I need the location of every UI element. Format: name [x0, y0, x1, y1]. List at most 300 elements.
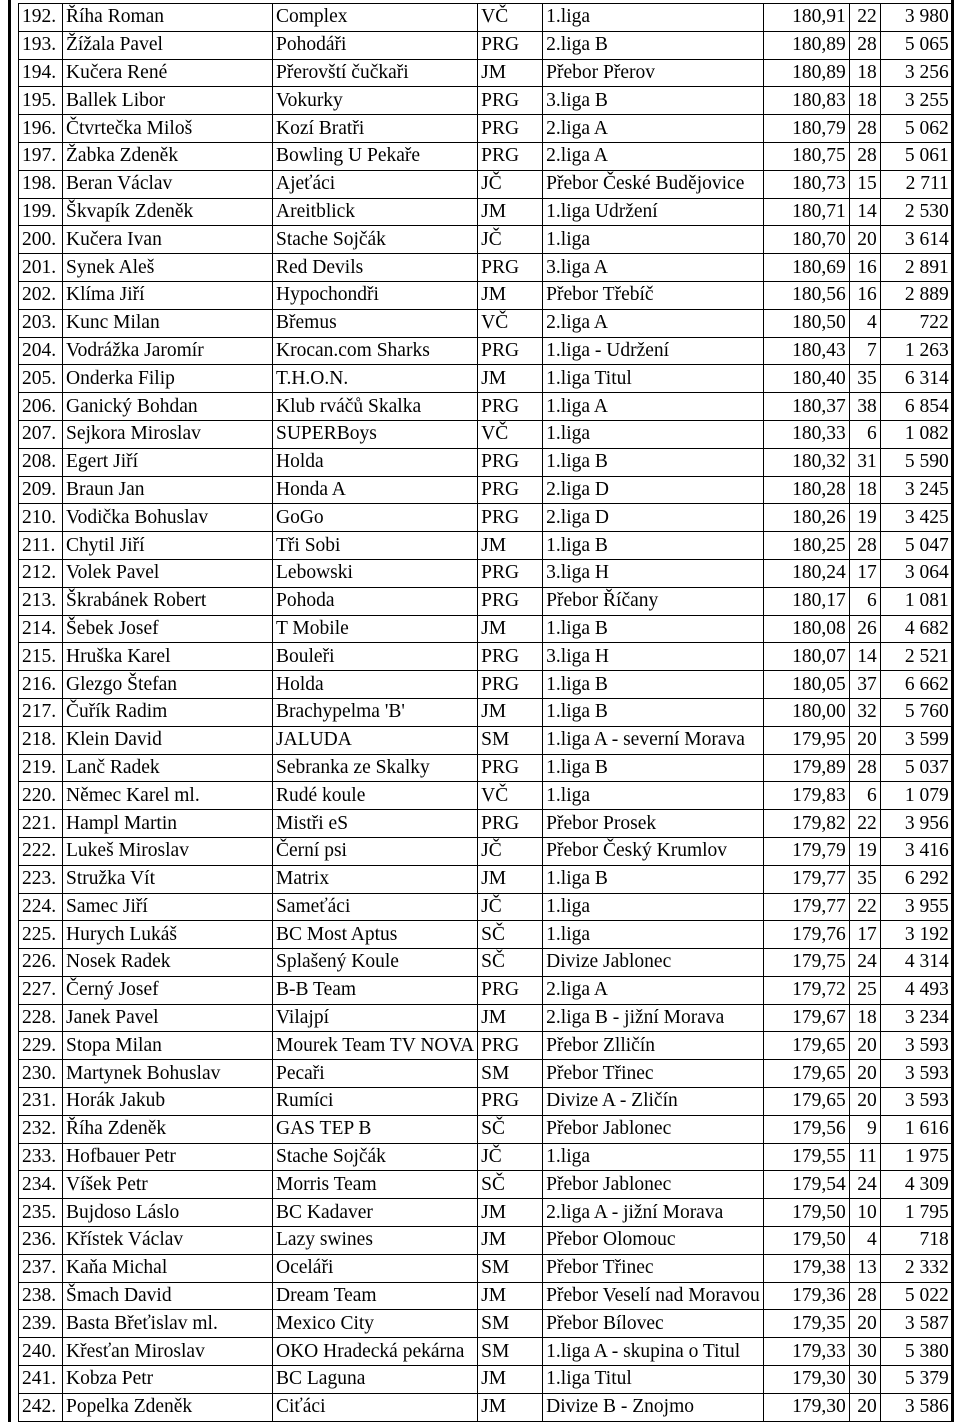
league-cell: Přebor Zlličín: [543, 1032, 764, 1060]
average-cell: 179,38: [763, 1254, 849, 1282]
table-row: [19, 476, 953, 504]
average-cell: 179,82: [763, 810, 849, 838]
rank-cell: 205.: [19, 365, 63, 393]
player-name-cell: Víšek Petr: [63, 1171, 273, 1199]
league-cell: 1.liga Titul: [543, 365, 764, 393]
league-cell: Přebor Třebíč: [543, 281, 764, 309]
games-cell: 7: [849, 337, 880, 365]
rank-cell: 240.: [19, 1338, 63, 1366]
rank-cell: 216.: [19, 671, 63, 699]
average-cell: 179,35: [763, 1310, 849, 1338]
player-name-cell: Kaňa Michal: [63, 1254, 273, 1282]
table-row: [19, 281, 953, 309]
team-cell: T Mobile: [273, 615, 478, 643]
rank-cell: 236.: [19, 1227, 63, 1255]
average-cell: 179,83: [763, 782, 849, 810]
games-cell: 22: [849, 810, 880, 838]
table-row: [19, 1171, 953, 1199]
games-cell: 18: [849, 476, 880, 504]
player-name-cell: Glezgo Štefan: [63, 671, 273, 699]
region-cell: PRG: [478, 142, 543, 170]
table-row: [19, 4, 953, 32]
team-cell: Complex: [273, 4, 478, 32]
player-name-cell: Onderka Filip: [63, 365, 273, 393]
region-cell: JČ: [478, 226, 543, 254]
league-cell: 1.liga A - skupina o Titul: [543, 1338, 764, 1366]
team-cell: Holda: [273, 448, 478, 476]
total-pins-cell: 3 599: [880, 726, 952, 754]
player-name-cell: Kučera Ivan: [63, 226, 273, 254]
league-cell: 1.liga Titul: [543, 1366, 764, 1394]
total-pins-cell: 3 234: [880, 1004, 952, 1032]
region-cell: SM: [478, 726, 543, 754]
region-cell: JM: [478, 532, 543, 560]
total-pins-cell: 1 795: [880, 1199, 952, 1227]
total-pins-cell: 5 061: [880, 142, 952, 170]
games-cell: 4: [849, 1227, 880, 1255]
total-pins-cell: 2 521: [880, 643, 952, 671]
total-pins-cell: 4 493: [880, 976, 952, 1004]
average-cell: 180,69: [763, 254, 849, 282]
table-row: [19, 337, 953, 365]
table-row: [19, 782, 953, 810]
average-cell: 180,28: [763, 476, 849, 504]
player-name-cell: Kobza Petr: [63, 1366, 273, 1394]
player-name-cell: Beran Václav: [63, 170, 273, 198]
table-row: [19, 893, 953, 921]
total-pins-cell: 2 332: [880, 1254, 952, 1282]
table-row: [19, 254, 953, 282]
games-cell: 28: [849, 532, 880, 560]
games-cell: 6: [849, 782, 880, 810]
average-cell: 180,50: [763, 309, 849, 337]
team-cell: Krocan.com Sharks: [273, 337, 478, 365]
rank-cell: 222.: [19, 837, 63, 865]
rank-cell: 213.: [19, 587, 63, 615]
rank-cell: 210.: [19, 504, 63, 532]
league-cell: 1.liga: [543, 782, 764, 810]
region-cell: JM: [478, 1004, 543, 1032]
table-row: [19, 1088, 953, 1116]
team-cell: Rumíci: [273, 1088, 478, 1116]
table-row: [19, 448, 953, 476]
games-cell: 20: [849, 1060, 880, 1088]
table-row: [19, 1338, 953, 1366]
table-row: [19, 1310, 953, 1338]
rank-cell: 212.: [19, 559, 63, 587]
games-cell: 16: [849, 281, 880, 309]
total-pins-cell: 2 530: [880, 198, 952, 226]
average-cell: 179,50: [763, 1227, 849, 1255]
games-cell: 20: [849, 726, 880, 754]
table-row: [19, 1199, 953, 1227]
rank-cell: 206.: [19, 393, 63, 421]
total-pins-cell: 3 416: [880, 837, 952, 865]
region-cell: PRG: [478, 393, 543, 421]
average-cell: 179,75: [763, 949, 849, 977]
region-cell: PRG: [478, 31, 543, 59]
region-cell: JM: [478, 615, 543, 643]
league-cell: Divize Jablonec: [543, 949, 764, 977]
games-cell: 17: [849, 559, 880, 587]
player-name-cell: Němec Karel ml.: [63, 782, 273, 810]
table-row: [19, 643, 953, 671]
team-cell: Red Devils: [273, 254, 478, 282]
total-pins-cell: 6 854: [880, 393, 952, 421]
player-name-cell: Vodrážka Jaromír: [63, 337, 273, 365]
team-cell: Honda A: [273, 476, 478, 504]
region-cell: JM: [478, 1227, 543, 1255]
team-cell: Mourek Team TV NOVA: [273, 1032, 478, 1060]
rank-cell: 227.: [19, 976, 63, 1004]
ranking-table: [18, 3, 953, 1422]
region-cell: VČ: [478, 782, 543, 810]
table-row: [19, 309, 953, 337]
total-pins-cell: 3 980: [880, 4, 952, 32]
player-name-cell: Lukeš Miroslav: [63, 837, 273, 865]
average-cell: 180,79: [763, 115, 849, 143]
league-cell: Přebor Přerov: [543, 59, 764, 87]
team-cell: Pohoda: [273, 587, 478, 615]
average-cell: 179,77: [763, 865, 849, 893]
games-cell: 20: [849, 226, 880, 254]
rank-cell: 199.: [19, 198, 63, 226]
league-cell: Přebor Český Krumlov: [543, 837, 764, 865]
league-cell: 2.liga D: [543, 476, 764, 504]
games-cell: 10: [849, 1199, 880, 1227]
total-pins-cell: 722: [880, 309, 952, 337]
player-name-cell: Žabka Zdeněk: [63, 142, 273, 170]
player-name-cell: Žížala Pavel: [63, 31, 273, 59]
average-cell: 180,73: [763, 170, 849, 198]
games-cell: 18: [849, 1004, 880, 1032]
league-cell: 1.liga B: [543, 754, 764, 782]
total-pins-cell: 3 255: [880, 87, 952, 115]
games-cell: 22: [849, 893, 880, 921]
total-pins-cell: 3 064: [880, 559, 952, 587]
total-pins-cell: 4 314: [880, 949, 952, 977]
table-row: [19, 115, 953, 143]
total-pins-cell: 2 891: [880, 254, 952, 282]
player-name-cell: Egert Jiří: [63, 448, 273, 476]
player-name-cell: Říha Zdeněk: [63, 1115, 273, 1143]
average-cell: 180,43: [763, 337, 849, 365]
table-row: [19, 949, 953, 977]
games-cell: 11: [849, 1143, 880, 1171]
games-cell: 14: [849, 643, 880, 671]
rank-cell: 196.: [19, 115, 63, 143]
league-cell: Přebor Jablonec: [543, 1115, 764, 1143]
games-cell: 13: [849, 1254, 880, 1282]
average-cell: 180,89: [763, 31, 849, 59]
region-cell: JČ: [478, 893, 543, 921]
team-cell: BC Laguna: [273, 1366, 478, 1394]
league-cell: 2.liga A: [543, 115, 764, 143]
table-row: [19, 504, 953, 532]
rank-cell: 224.: [19, 893, 63, 921]
team-cell: Holda: [273, 671, 478, 699]
table-row: [19, 142, 953, 170]
player-name-cell: Kučera René: [63, 59, 273, 87]
table-row: [19, 226, 953, 254]
region-cell: JM: [478, 198, 543, 226]
league-cell: Přebor Říčany: [543, 587, 764, 615]
rank-cell: 242.: [19, 1393, 63, 1421]
games-cell: 26: [849, 615, 880, 643]
player-name-cell: Říha Roman: [63, 4, 273, 32]
rank-cell: 215.: [19, 643, 63, 671]
page-border-left: [8, 0, 11, 1422]
team-cell: Vokurky: [273, 87, 478, 115]
rank-cell: 202.: [19, 281, 63, 309]
rank-cell: 195.: [19, 87, 63, 115]
league-cell: Divize B - Znojmo: [543, 1393, 764, 1421]
player-name-cell: Šmach David: [63, 1282, 273, 1310]
region-cell: PRG: [478, 115, 543, 143]
player-name-cell: Horák Jakub: [63, 1088, 273, 1116]
league-cell: 3.liga B: [543, 87, 764, 115]
rank-cell: 225.: [19, 921, 63, 949]
team-cell: Kozí Bratři: [273, 115, 478, 143]
average-cell: 179,30: [763, 1366, 849, 1394]
rank-cell: 208.: [19, 448, 63, 476]
rank-cell: 193.: [19, 31, 63, 59]
region-cell: JM: [478, 281, 543, 309]
average-cell: 180,70: [763, 226, 849, 254]
team-cell: T.H.O.N.: [273, 365, 478, 393]
player-name-cell: Hofbauer Petr: [63, 1143, 273, 1171]
games-cell: 31: [849, 448, 880, 476]
region-cell: JM: [478, 698, 543, 726]
average-cell: 180,07: [763, 643, 849, 671]
table-row: [19, 587, 953, 615]
team-cell: OKO Hradecká pekárna: [273, 1338, 478, 1366]
region-cell: JM: [478, 1199, 543, 1227]
total-pins-cell: 3 593: [880, 1088, 952, 1116]
league-cell: 1.liga: [543, 4, 764, 32]
games-cell: 15: [849, 170, 880, 198]
rank-cell: 223.: [19, 865, 63, 893]
games-cell: 20: [849, 1393, 880, 1421]
player-name-cell: Hurych Lukáš: [63, 921, 273, 949]
games-cell: 18: [849, 87, 880, 115]
total-pins-cell: 1 082: [880, 420, 952, 448]
league-cell: 1.liga: [543, 921, 764, 949]
rank-cell: 217.: [19, 698, 63, 726]
total-pins-cell: 5 760: [880, 698, 952, 726]
player-name-cell: Stopa Milan: [63, 1032, 273, 1060]
region-cell: VČ: [478, 309, 543, 337]
average-cell: 179,33: [763, 1338, 849, 1366]
games-cell: 38: [849, 393, 880, 421]
average-cell: 180,83: [763, 87, 849, 115]
league-cell: 2.liga D: [543, 504, 764, 532]
table-row: [19, 810, 953, 838]
total-pins-cell: 3 955: [880, 893, 952, 921]
region-cell: PRG: [478, 587, 543, 615]
average-cell: 180,25: [763, 532, 849, 560]
player-name-cell: Braun Jan: [63, 476, 273, 504]
total-pins-cell: 5 380: [880, 1338, 952, 1366]
player-name-cell: Čtvrtečka Miloš: [63, 115, 273, 143]
region-cell: PRG: [478, 87, 543, 115]
rank-cell: 214.: [19, 615, 63, 643]
average-cell: 180,91: [763, 4, 849, 32]
total-pins-cell: 5 062: [880, 115, 952, 143]
total-pins-cell: 4 682: [880, 615, 952, 643]
team-cell: Stache Sojčák: [273, 226, 478, 254]
player-name-cell: Janek Pavel: [63, 1004, 273, 1032]
average-cell: 179,79: [763, 837, 849, 865]
player-name-cell: Klein David: [63, 726, 273, 754]
rank-cell: 238.: [19, 1282, 63, 1310]
team-cell: GAS TEP B: [273, 1115, 478, 1143]
region-cell: SČ: [478, 1171, 543, 1199]
table-row: [19, 921, 953, 949]
average-cell: 179,67: [763, 1004, 849, 1032]
team-cell: Stache Sojčák: [273, 1143, 478, 1171]
player-name-cell: Šebek Josef: [63, 615, 273, 643]
rank-cell: 200.: [19, 226, 63, 254]
team-cell: Vilajpí: [273, 1004, 478, 1032]
league-cell: 2.liga A: [543, 142, 764, 170]
region-cell: PRG: [478, 504, 543, 532]
team-cell: B-B Team: [273, 976, 478, 1004]
table-row: [19, 1393, 953, 1421]
total-pins-cell: 6 292: [880, 865, 952, 893]
average-cell: 180,26: [763, 504, 849, 532]
total-pins-cell: 1 081: [880, 587, 952, 615]
region-cell: JM: [478, 1282, 543, 1310]
average-cell: 179,30: [763, 1393, 849, 1421]
total-pins-cell: 5 037: [880, 754, 952, 782]
team-cell: Sameťáci: [273, 893, 478, 921]
league-cell: 2.liga A: [543, 976, 764, 1004]
total-pins-cell: 3 587: [880, 1310, 952, 1338]
total-pins-cell: 4 309: [880, 1171, 952, 1199]
total-pins-cell: 3 256: [880, 59, 952, 87]
rank-cell: 220.: [19, 782, 63, 810]
rank-cell: 218.: [19, 726, 63, 754]
total-pins-cell: 1 975: [880, 1143, 952, 1171]
table-row: [19, 1282, 953, 1310]
games-cell: 25: [849, 976, 880, 1004]
table-row: [19, 532, 953, 560]
player-name-cell: Samec Jiří: [63, 893, 273, 921]
region-cell: VČ: [478, 4, 543, 32]
player-name-cell: Basta Břeťislav ml.: [63, 1310, 273, 1338]
league-cell: 1.liga: [543, 1143, 764, 1171]
league-cell: 3.liga H: [543, 559, 764, 587]
table-row: [19, 420, 953, 448]
average-cell: 180,00: [763, 698, 849, 726]
rank-cell: 198.: [19, 170, 63, 198]
region-cell: SČ: [478, 949, 543, 977]
league-cell: 1.liga Udržení: [543, 198, 764, 226]
average-cell: 180,37: [763, 393, 849, 421]
average-cell: 179,65: [763, 1060, 849, 1088]
team-cell: Matrix: [273, 865, 478, 893]
games-cell: 20: [849, 1088, 880, 1116]
average-cell: 179,55: [763, 1143, 849, 1171]
league-cell: 3.liga A: [543, 254, 764, 282]
total-pins-cell: 5 590: [880, 448, 952, 476]
rank-cell: 201.: [19, 254, 63, 282]
table-row: [19, 1032, 953, 1060]
region-cell: JM: [478, 59, 543, 87]
league-cell: Přebor České Budějovice: [543, 170, 764, 198]
team-cell: Bouleři: [273, 643, 478, 671]
player-name-cell: Synek Aleš: [63, 254, 273, 282]
region-cell: JM: [478, 865, 543, 893]
rank-cell: 226.: [19, 949, 63, 977]
rank-cell: 231.: [19, 1088, 63, 1116]
average-cell: 179,72: [763, 976, 849, 1004]
region-cell: PRG: [478, 559, 543, 587]
average-cell: 180,33: [763, 420, 849, 448]
games-cell: 6: [849, 587, 880, 615]
player-name-cell: Křístek Václav: [63, 1227, 273, 1255]
league-cell: 1.liga: [543, 226, 764, 254]
league-cell: 1.liga - Udržení: [543, 337, 764, 365]
games-cell: 28: [849, 31, 880, 59]
table-row: [19, 1115, 953, 1143]
games-cell: 6: [849, 420, 880, 448]
table-row: [19, 1227, 953, 1255]
total-pins-cell: 3 614: [880, 226, 952, 254]
team-cell: Lebowski: [273, 559, 478, 587]
league-cell: 1.liga B: [543, 865, 764, 893]
league-cell: 1.liga B: [543, 532, 764, 560]
region-cell: PRG: [478, 1088, 543, 1116]
games-cell: 35: [849, 365, 880, 393]
league-cell: 1.liga A: [543, 393, 764, 421]
league-cell: 1.liga B: [543, 698, 764, 726]
region-cell: PRG: [478, 254, 543, 282]
rank-cell: 204.: [19, 337, 63, 365]
games-cell: 28: [849, 115, 880, 143]
player-name-cell: Martynek Bohuslav: [63, 1060, 273, 1088]
region-cell: PRG: [478, 810, 543, 838]
table-row: [19, 59, 953, 87]
region-cell: PRG: [478, 1032, 543, 1060]
rank-cell: 232.: [19, 1115, 63, 1143]
team-cell: Klub rváčů Skalka: [273, 393, 478, 421]
league-cell: Přebor Bílovec: [543, 1310, 764, 1338]
games-cell: 19: [849, 504, 880, 532]
average-cell: 180,75: [763, 142, 849, 170]
player-name-cell: Ganický Bohdan: [63, 393, 273, 421]
player-name-cell: Bujdoso Láslo: [63, 1199, 273, 1227]
player-name-cell: Hampl Martin: [63, 810, 273, 838]
league-cell: 1.liga B: [543, 671, 764, 699]
team-cell: BC Most Aptus: [273, 921, 478, 949]
table-row: [19, 1004, 953, 1032]
total-pins-cell: 1 263: [880, 337, 952, 365]
table-row: [19, 865, 953, 893]
rank-cell: 194.: [19, 59, 63, 87]
team-cell: Přerovští čučkaři: [273, 59, 478, 87]
team-cell: Mistři eS: [273, 810, 478, 838]
region-cell: PRG: [478, 337, 543, 365]
team-cell: BC Kadaver: [273, 1199, 478, 1227]
league-cell: Přebor Třinec: [543, 1060, 764, 1088]
table-row: [19, 170, 953, 198]
team-cell: Hypochondři: [273, 281, 478, 309]
average-cell: 180,32: [763, 448, 849, 476]
player-name-cell: Vodička Bohuslav: [63, 504, 273, 532]
rank-cell: 237.: [19, 1254, 63, 1282]
